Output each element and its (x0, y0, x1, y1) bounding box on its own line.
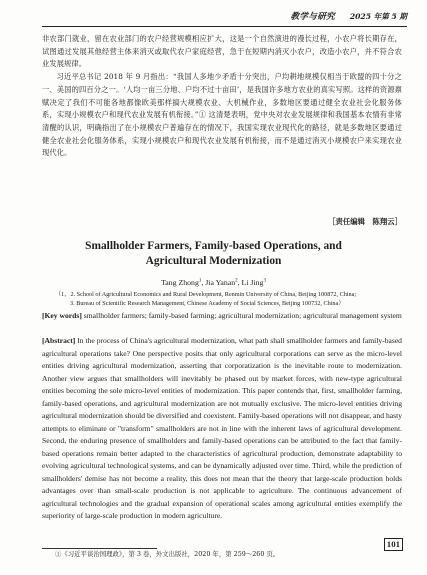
author-sup: 3 (263, 278, 266, 284)
abstract-section (42, 335, 402, 523)
affiliation: （1、2. School of Agricultural Economics and Rural Development, Renmin University of China, Beijing 100872, China; (55, 291, 357, 298)
keywords-section (42, 310, 402, 323)
footnote: ①《习近平谈治国理政》，第 3 卷，外文出版社，2020 年，第 259～260 页。 (55, 550, 280, 558)
title-line: Smallholder Farmers, Family-based Operations, and (85, 240, 342, 252)
abstract-text: In the process of China's agricultural modernization, what path shall smallholder farmers and family-based agricultural operations take? One perspective posits that only agricultural corporations can serve as the micro-level entities driving agricultural modernization, asserting that corporatization is the inevitable route to modernization. Another view argues that smallholders will inevitably be phased out by market forces, with new-type agricultural entities becoming the sole micro-level entities of modernization. This paper contends that, first, smallholder farming, family-based operations, and agricultural modernization are not mutually exclusive. The micro-level entities driving agricultural modernization should be diversified and coexistent. Family-based operations will not disappear, and hasty attempts to eliminate or "transform" smallholders are not in line with the inherent laws of agricultural development. Second, the enduring presence of smallholders and family-based operations can be attributed to the fact that family-based operations remain better adapted to the characteristics of agricultural production, demonstrate adaptability to evolving agricultural technological systems, and can be dynamically adjusted over time. Third, while the prediction of smallholders' demise has not become a reality, this does not mean that the theory that large-scale production holds advantages over than small-scale production is not applicable to agriculture. The continuous advancement of agricultural technologies and the gradual expansion of operational scales among agricultural entities exemplify the superiority of large-scale production in modern agriculture. (42, 336, 402, 520)
chinese-body-text (42, 33, 402, 160)
keywords-text: smallholder farmers; family-based farming; agricultural modernization; agricultural management system (83, 311, 402, 320)
abstract-label: [Abstract] (42, 336, 76, 345)
author-name: Li Jing (241, 278, 264, 287)
header-rule (42, 26, 407, 27)
page-number: 101 (384, 538, 403, 551)
affiliation: 3. Bureau of Scientific Research Management, Chinese Academy of Social Sciences, Beijing 100732, China） (70, 300, 345, 307)
title-line: Agricultural Modernization (145, 255, 282, 267)
cn-paragraph: 习近平总书记 2018 年 9 月指出：“我国人多地少矛盾十分突出，户均耕地规模仅相当于欧盟的四十分之一、美国的四百分之一。‘人均一亩三分地、户均不过十亩田’，是我国许多地方农业的真实写照。这样的资源禀赋决定了我们不可能各地都像欧美那样搞大规模农业、大机械作业，多数地区要通过健全农业社会化服务体系，实现小规模农户和现代农业发展有机衔接。”① 这清楚表明，党中央对农业发展规律和我国基本农情有非常清醒的认识，明确指出了在小规模农户普遍存在的情况下，我国实现农业现代化的路径，就是多数地区要通过健全农业社会化服务体系，实现小规模农户和现代农业发展有机衔接，而不是通过消灭小规模农户来实现农业现代化。 (42, 72, 402, 158)
author-sup: 1 (198, 278, 202, 284)
keywords-label: [Key words] (42, 311, 82, 320)
journal-name: 教学与研究 (290, 12, 335, 22)
responsible-editor: ［责任编辑 陈翔云］ (328, 217, 402, 226)
running-header (0, 10, 427, 24)
author-list: Tang Zhong$^1$, Jia Yanan$^2$, Li Jing$^3$ (161, 278, 266, 287)
author-name: Tang Zhong (161, 278, 199, 287)
issue-label: 2025 年第 5 期 (349, 12, 407, 21)
article-title (0, 239, 427, 269)
author-name: Jia Yanan (205, 278, 236, 287)
author-sup: 2 (235, 278, 238, 284)
cn-paragraph: 非农部门就业，留在农业部门的农户经营规模相应扩大，这是一个自然演进的漫长过程，小农户将长期存在，试图通过发展其他经营主体来消灭或取代农户家庭经营，急于在短期内消灭小农户，改造小农户，并不符合农业发展规律。 (42, 34, 402, 69)
